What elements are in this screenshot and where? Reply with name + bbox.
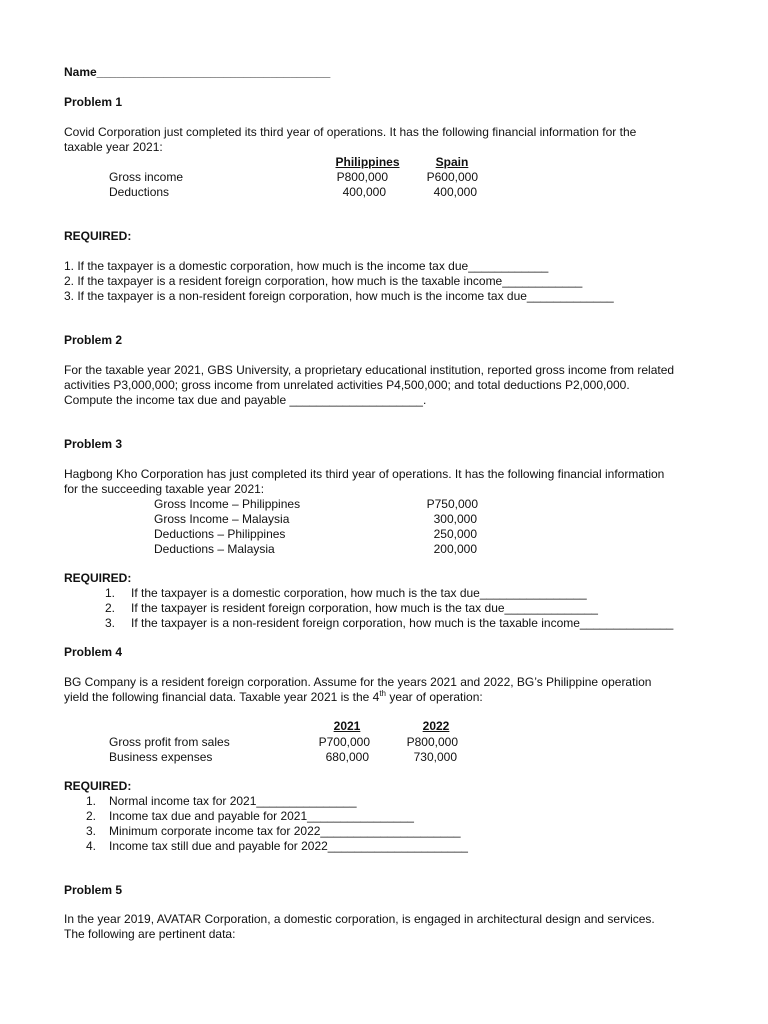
table-cell: P800,000 [406, 735, 458, 749]
table-row-label: Gross Income – Philippines [154, 497, 301, 511]
question-item: If the taxpayer is a non-resident foreign corporation, how much is the taxable income______________ [131, 616, 674, 630]
question-item: 2. If the taxpayer is a resident foreign corporation, how much is the taxable income____________ [64, 274, 583, 288]
problem-1-intro: Covid Corporation just completed its third year of operations. It has the following financial information for the [64, 125, 637, 139]
question-item: Income tax still due and payable for 2022_____________________ [109, 839, 468, 853]
question-number: 3. [86, 824, 97, 838]
table-row-label: Deductions – Philippines [154, 527, 286, 541]
table-header-2021: 2021 [333, 719, 361, 733]
table-row-label: Gross profit from sales [109, 735, 230, 749]
table-row-label: Gross Income – Malaysia [154, 512, 290, 526]
question-number: 2. [86, 809, 97, 823]
name-field-line: Name___________________________________ [64, 65, 331, 79]
problem-3-title: Problem 3 [64, 437, 123, 451]
intro-text-part: year of operation: [386, 690, 483, 704]
required-heading: REQUIRED: [64, 571, 132, 585]
problem-1-intro: taxable year 2021: [64, 140, 163, 154]
table-row-label: Gross income [109, 170, 184, 184]
table-cell: 730,000 [413, 750, 457, 764]
problem-4-intro [64, 690, 483, 705]
table-header-philippines: Philippines [335, 155, 400, 169]
table-cell: P750,000 [426, 497, 478, 511]
question-number: 1. [105, 586, 116, 600]
problem-4-intro: BG Company is a resident foreign corporation. Assume for the years 2021 and 2022, BG’s Philippine operation [64, 675, 652, 689]
table-cell: 400,000 [342, 185, 386, 199]
question-item: Normal income tax for 2021_______________ [109, 794, 357, 808]
problem-3-intro: Hagbong Kho Corporation has just completed its third year of operations. It has the following financial information [64, 467, 665, 481]
required-heading: REQUIRED: [64, 229, 132, 243]
question-item: Minimum corporate income tax for 2022_____________________ [109, 824, 461, 838]
table-row-label: Deductions – Malaysia [154, 542, 275, 556]
question-number: 4. [86, 839, 97, 853]
table-cell: 200,000 [433, 542, 477, 556]
question-item: 1. If the taxpayer is a domestic corporation, how much is the income tax due____________ [64, 259, 549, 273]
problem-2-text: For the taxable year 2021, GBS University, a proprietary educational institution, reported gross income from related [64, 363, 675, 377]
table-row-label: Business expenses [109, 750, 213, 764]
problem-2-title: Problem 2 [64, 333, 123, 347]
question-item: Income tax due and payable for 2021________________ [109, 809, 414, 823]
table-cell: P600,000 [426, 170, 478, 184]
table-cell: P800,000 [336, 170, 388, 184]
problem-5-title: Problem 5 [64, 883, 123, 897]
problem-2-text: Compute the income tax due and payable ____________________. [64, 393, 427, 407]
question-number: 2. [105, 601, 116, 615]
question-item: If the taxpayer is resident foreign corporation, how much is the tax due______________ [131, 601, 598, 615]
table-cell: 250,000 [433, 527, 477, 541]
question-number: 3. [105, 616, 116, 630]
question-number: 1. [86, 794, 97, 808]
ordinal-superscript: th [379, 689, 386, 698]
table-cell: P700,000 [318, 735, 370, 749]
table-row-label: Deductions [109, 185, 170, 199]
problem-2-text: activities P3,000,000; gross income from unrelated activities P4,500,000; and total deductions P2,000,000. [64, 378, 630, 392]
table-cell: 680,000 [325, 750, 369, 764]
table-header-2022: 2022 [422, 719, 450, 733]
problem-5-text: In the year 2019, AVATAR Corporation, a domestic corporation, is engaged in architectural design and services. [64, 912, 655, 926]
table-cell: 300,000 [433, 512, 477, 526]
problem-1-title: Problem 1 [64, 95, 123, 109]
required-heading: REQUIRED: [64, 779, 132, 793]
table-cell: 400,000 [433, 185, 477, 199]
table-header-spain: Spain [435, 155, 469, 169]
intro-text-part: yield the following financial data. Taxable year 2021 is the 4 [64, 690, 380, 704]
question-item: 3. If the taxpayer is a non-resident foreign corporation, how much is the income tax due_____________ [64, 289, 614, 303]
problem-3-intro: for the succeeding taxable year 2021: [64, 482, 265, 496]
problem-4-title: Problem 4 [64, 645, 123, 659]
problem-5-text: The following are pertinent data: [64, 927, 236, 941]
question-item: If the taxpayer is a domestic corporation, how much is the tax due________________ [131, 586, 587, 600]
